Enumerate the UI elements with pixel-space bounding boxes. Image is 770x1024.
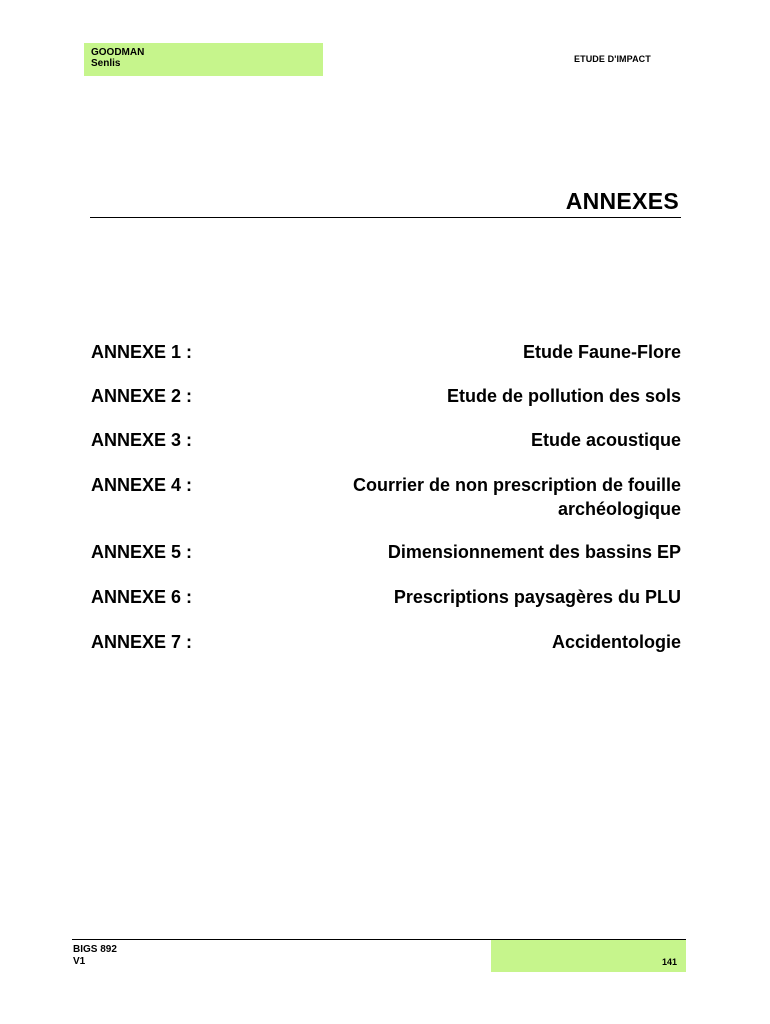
footer-version: V1 — [73, 956, 86, 967]
annex-label: ANNEXE 1 : — [91, 342, 193, 362]
annex-label: ANNEXE 6 : — [91, 587, 193, 607]
annex-title: Etude de pollution des sols — [446, 386, 681, 406]
footer-reference: BIGS 892 — [73, 944, 117, 955]
annex-label: ANNEXE 5 : — [91, 542, 193, 562]
annex-label: ANNEXE 3 : — [91, 430, 193, 450]
header-location: Senlis — [91, 58, 121, 69]
annex-title: Prescriptions paysagères du PLU — [393, 587, 681, 607]
header-company: GOODMAN — [91, 47, 145, 58]
annex-label: ANNEXE 2 : — [91, 386, 193, 406]
header-company-block — [84, 43, 323, 76]
header-document-type: ETUDE D'IMPACT — [574, 54, 651, 64]
annex-title: Etude acoustique — [530, 430, 681, 450]
page-number: 141 — [661, 957, 677, 967]
footer-reference-block — [73, 944, 117, 968]
footer-page-block — [491, 940, 686, 972]
title-divider — [90, 217, 681, 218]
annex-label: ANNEXE 4 : — [91, 475, 193, 495]
annex-title: Etude Faune-Flore — [522, 342, 681, 362]
annex-title: Dimensionnement des bassins EP — [387, 542, 681, 562]
annex-title: Accidentologie — [551, 632, 681, 652]
annex-title: Courrier de non prescription de fouille archéologique — [352, 475, 681, 519]
annex-label: ANNEXE 7 : — [91, 632, 193, 652]
page-title: ANNEXES — [565, 188, 679, 214]
